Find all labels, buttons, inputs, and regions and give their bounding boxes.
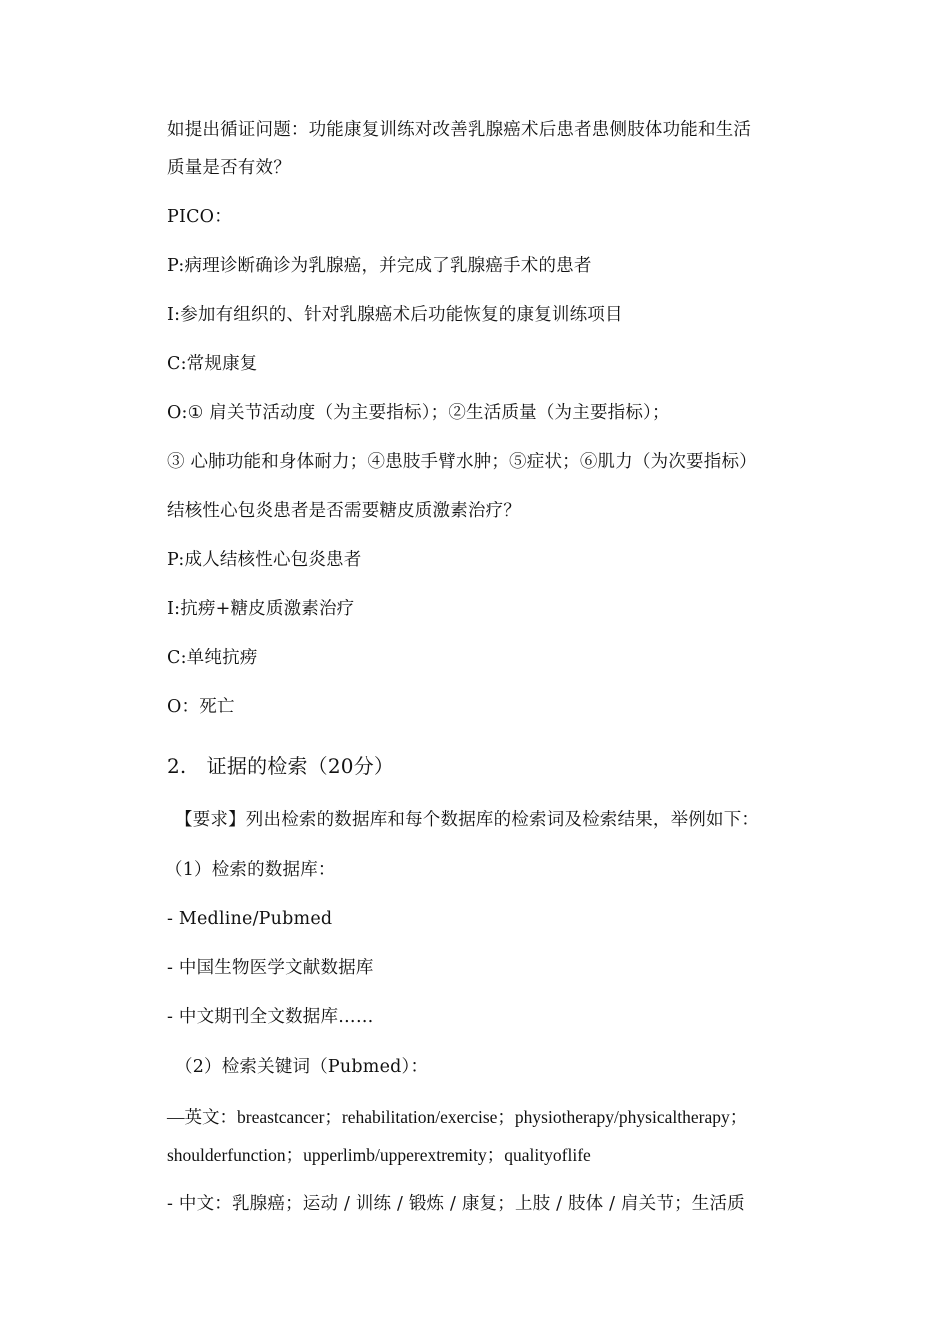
databases-label: （1）检索的数据库：	[165, 860, 336, 880]
database-item-cnki: - 中文期刊全文数据库……	[167, 1007, 374, 1027]
requirement-line: 【要求】列出检索的数据库和每个数据库的检索词及检索结果，举例如下：	[175, 810, 760, 830]
pico-p-1: P:病理诊断确诊为乳腺癌，并完成了乳腺癌手术的患者	[167, 256, 592, 276]
keywords-english-line-2: shoulderfunction；upperlimb/upperextremity；qualityoflife	[167, 1145, 591, 1165]
section-heading-evidence-search: 2. 证据的检索（20分）	[167, 754, 395, 778]
pico-p-2: P:成人结核性心包炎患者	[167, 550, 362, 570]
pico-c-1: C:常规康复	[167, 354, 258, 374]
database-item-medline: - Medline/Pubmed	[167, 909, 333, 929]
keywords-english-line-1: —英文：breastcancer；rehabilitation/exercise；physiotherapy/physicaltherapy；	[167, 1107, 748, 1127]
question-line-1: 如提出循证问题：功能康复训练对改善乳腺癌术后患者患侧肢体功能和生活	[167, 120, 752, 140]
database-item-cbm: - 中国生物医学文献数据库	[167, 958, 374, 978]
pico-i-2: I:抗痨+糖皮质激素治疗	[167, 599, 355, 619]
keywords-label: （2）检索关键词（Pubmed）：	[175, 1057, 429, 1077]
question-line-2: 质量是否有效？	[167, 158, 291, 178]
pico-c-2: C:单纯抗痨	[167, 648, 258, 668]
pico-o-2: O：死亡	[167, 697, 235, 717]
question-2: 结核性心包炎患者是否需要糖皮质激素治疗？	[167, 501, 521, 521]
pico-o-1-line-1: O:① 肩关节活动度（为主要指标）；②生活质量（为主要指标）；	[167, 403, 670, 423]
keywords-chinese-line-1: - 中文：乳腺癌；运动 / 训练 / 锻炼 / 康复；上肢 / 肢体 / 肩关节；生活质	[167, 1194, 745, 1214]
pico-o-1-line-2: ③ 心肺功能和身体耐力；④患肢手臂水肿；⑤症状；⑥肌力（为次要指标）	[167, 452, 757, 472]
pico-label: PICO：	[167, 207, 232, 227]
pico-i-1: I:参加有组织的、针对乳腺癌术后功能恢复的康复训练项目	[167, 305, 623, 325]
